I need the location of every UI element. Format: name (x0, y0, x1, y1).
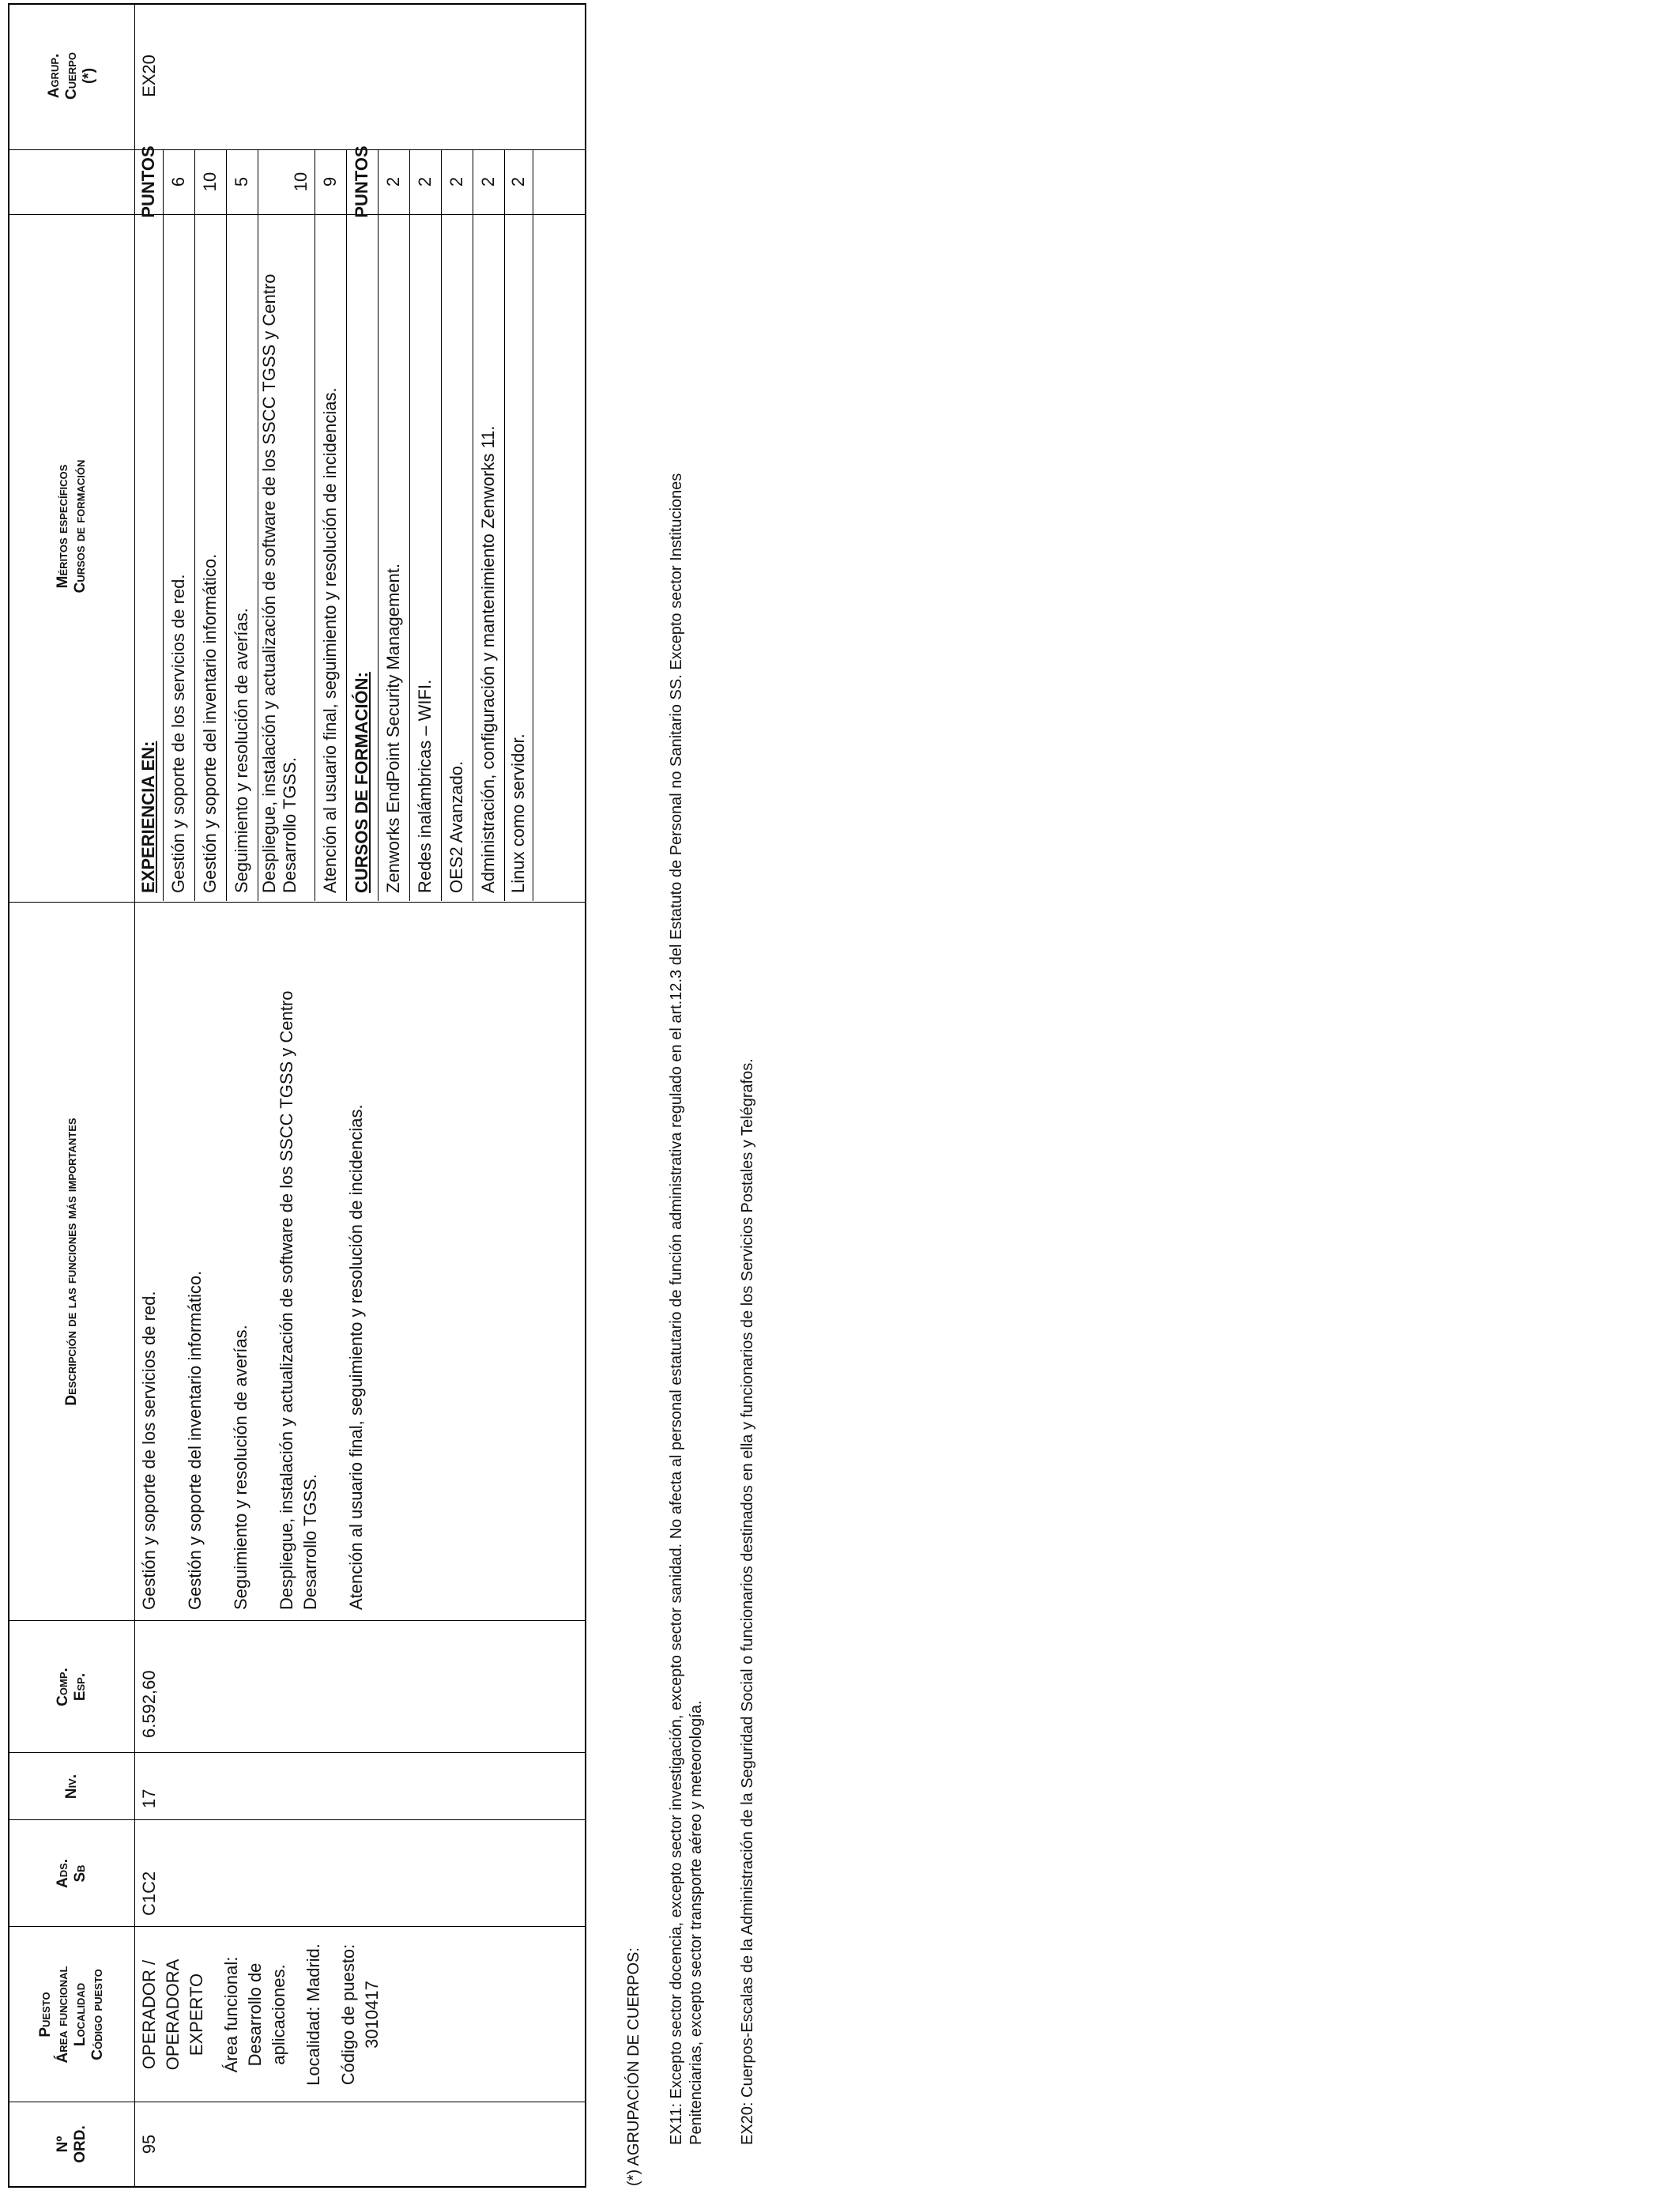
curso-item: Linux como servidor. (508, 733, 528, 893)
curso-item: Redes inalámbricas – WIFI. (415, 679, 435, 893)
puntos-value: 2 (415, 176, 435, 187)
funcion-item: Gestión y soporte de los servicios de red. (139, 1291, 159, 1610)
curso-item: Administración, configuración y mantenimiento Zenworks 11. (478, 425, 498, 893)
header-puesto: Puesto Área funcional Localidad Código puesto (37, 1966, 106, 2064)
funcion-item: Atención al usuario final, seguimiento y resolución de incidencias. (346, 1104, 366, 1610)
positions-table (8, 3, 586, 2188)
puntos-value: 2 (478, 176, 498, 187)
comp-value: 6.592,60 (139, 1670, 159, 1738)
codigo-label: Código de puesto: (338, 1943, 358, 2086)
funcion-item: Seguimiento y resolución de averías. (231, 1325, 250, 1610)
puntos-header: PUNTOS (138, 145, 158, 218)
merit-item: Seguimiento y resolución de averías. (232, 608, 251, 893)
puntos-value: 2 (383, 176, 403, 187)
funcion-item: Gestión y soporte del inventario informático. (185, 1270, 205, 1610)
row-number: 95 (139, 2134, 159, 2154)
footnote-title: (*) AGRUPACIÓN DE CUERPOS: (625, 1947, 642, 2186)
niv-value: 17 (139, 1789, 159, 1808)
header-meritos: Méritos específicos Cursos de formación (55, 459, 89, 594)
puntos-value: 10 (291, 172, 311, 192)
ads-value: C1C2 (139, 1871, 159, 1916)
puesto-title: OPERADOR / OPERADORA EXPERTO (139, 1958, 206, 2071)
puntos-value: 5 (232, 176, 251, 187)
experiencia-title: EXPERIENCIA EN: (138, 741, 158, 893)
header-comp: Comp. Esp. (55, 1668, 89, 1706)
puntos-value: 6 (168, 176, 188, 187)
area-label: Área funcional: (221, 1956, 241, 2073)
puntos-value: 9 (320, 176, 340, 187)
puntos-list (134, 145, 533, 218)
merit-item: Gestión y soporte del inventario informático. (200, 553, 220, 893)
puntos-value: 2 (508, 176, 528, 187)
localidad: Localidad: Madrid. (303, 1943, 323, 2086)
curso-item: Zenworks EndPoint Security Management. (383, 564, 403, 893)
agrup-value: EX20 (139, 55, 159, 97)
puntos-header: PUNTOS (352, 145, 371, 218)
header-agrup: Agrup. Cuerpo (*) (46, 52, 97, 100)
curso-item: OES2 Avanzado. (446, 760, 466, 893)
cursos-title: CURSOS DE FORMACIÓN: (352, 672, 371, 893)
header-num: Nº ORD. (55, 2125, 89, 2163)
header-ads: Ads. Sb (55, 1858, 89, 1889)
header-descripcion: Descripción de las funciones más importantes (63, 1118, 80, 1406)
meritos-list (134, 215, 586, 901)
footnote-ex20: EX20: Cuerpos-Escalas de la Administración de la Seguridad Social o funcionarios destinados en ella y funcionarios de los Servicios Postales y Telégrafos. (739, 1058, 756, 2145)
merit-item: Atención al usuario final, seguimiento y resolución de incidencias. (320, 387, 340, 893)
codigo-value: 3010417 (362, 1981, 382, 2049)
area-value: Desarrollo de aplicaciones. (245, 1962, 288, 2067)
funciones-list (137, 914, 390, 1610)
puesto-cell (137, 1928, 384, 2101)
merit-item: Despliegue, instalación y actualización de software de los SSCC TGSS y Centro Desarrollo TGSS. (259, 273, 299, 893)
header-niv: Niv. (63, 1774, 80, 1800)
footnote-ex11: EX11: Excepto sector docencia, excepto sector investigación, excepto sector sanidad. No afecta al personal estatutario de función administrativa regulado en el art.12.3 del Estatuto de Personal no Sanitario SS. Excepto sector Instituciones Penitenciarias, excepto sector transporte aéreo y meteorología. (668, 473, 705, 2145)
merit-item: Gestión y soporte de los servicios de red. (168, 574, 188, 893)
puntos-value: 2 (446, 176, 466, 187)
funcion-item: Despliegue, instalación y actualización de software de los SSCC TGSS y Centro Desarrollo TGSS. (277, 990, 320, 1610)
puntos-value: 10 (200, 172, 220, 192)
